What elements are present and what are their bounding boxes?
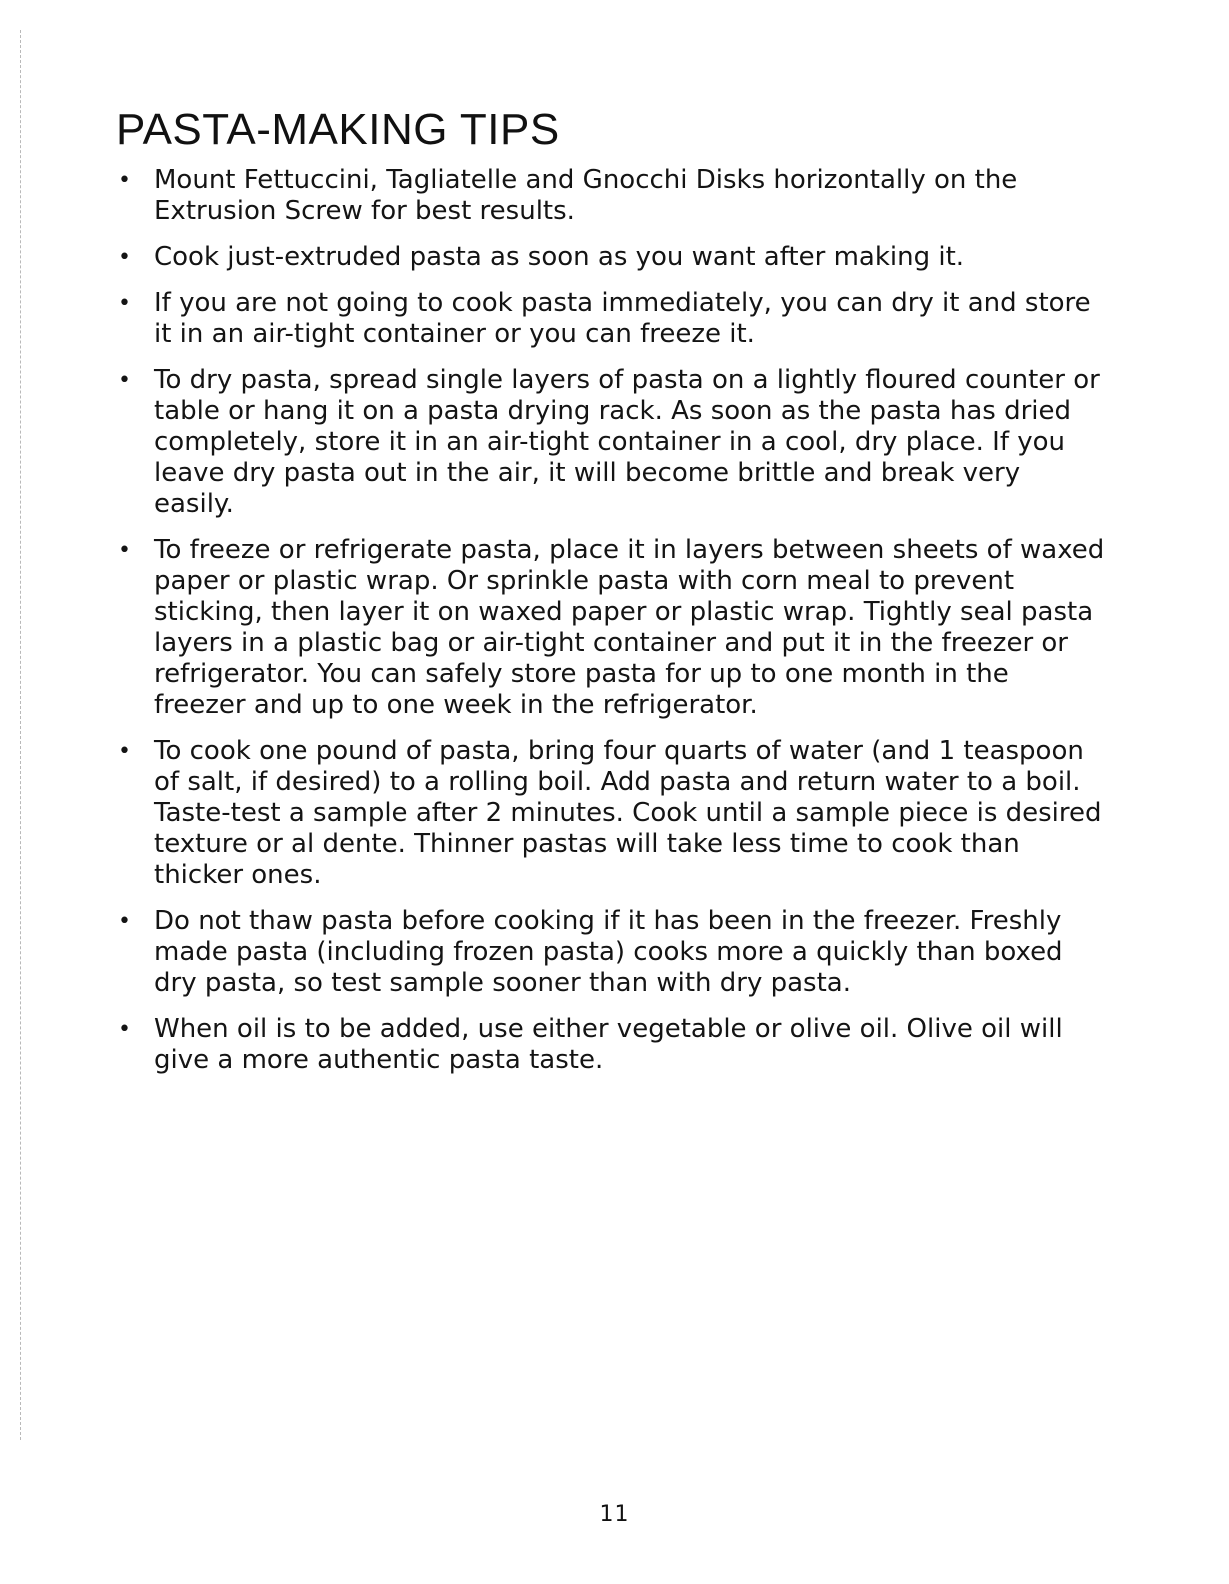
tip-text: Mount Fettuccini, Tagliatelle and Gnocchi Disks horizontally on the Extrusion Screw for best results. — [154, 165, 1018, 226]
bullet-icon: • — [118, 368, 131, 393]
bullet-icon: • — [118, 739, 131, 764]
tip-item — [118, 535, 1108, 721]
tips-list — [118, 165, 1108, 1091]
tip-item — [118, 736, 1108, 891]
tip-item — [118, 165, 1108, 227]
tip-item — [118, 288, 1108, 350]
tip-text: If you are not going to cook pasta immediately, you can dry it and store it in an air-tight container or you can freeze it. — [154, 288, 1091, 349]
scan-edge-line — [20, 30, 21, 1440]
page-title: PASTA-MAKING TIPS — [116, 105, 560, 154]
bullet-icon: • — [118, 909, 131, 934]
tip-item — [118, 1014, 1108, 1076]
bullet-icon: • — [118, 245, 131, 270]
bullet-icon: • — [118, 1017, 131, 1042]
tip-text: To freeze or refrigerate pasta, place it in layers between sheets of waxed paper or plastic wrap. Or sprinkle pasta with corn meal to prevent sticking, then layer it on waxed paper or plastic wrap. Tightly seal pasta layers in a plastic bag or air-tight container and put it in the freezer or refrigerator. You can safely store pasta for up to one month in the freezer and up to one week in the refrigerator. — [154, 535, 1105, 720]
tip-text: To cook one pound of pasta, bring four quarts of water (and 1 teaspoon of salt, if desired) to a rolling boil. Add pasta and return water to a boil. Taste-test a sample after 2 minutes. Cook until a sample piece is desired texture or al dente. Thinner pastas will take less time to cook than thicker ones. — [154, 736, 1102, 890]
tip-item — [118, 365, 1108, 520]
bullet-icon: • — [118, 291, 131, 316]
tip-text: To dry pasta, spread single layers of pasta on a lightly floured counter or table or hang it on a pasta drying rack. As soon as the pasta has dried completely, store it in an air-tight container in a cool, dry place. If you leave dry pasta out in the air, it will become brittle and break very easily. — [154, 365, 1100, 519]
tip-text: Cook just-extruded pasta as soon as you want after making it. — [154, 242, 965, 272]
tip-item — [118, 242, 1108, 273]
bullet-icon: • — [118, 538, 131, 563]
tip-text: Do not thaw pasta before cooking if it has been in the freezer. Freshly made pasta (including frozen pasta) cooks more a quickly than boxed dry pasta, so test sample sooner than with dry pasta. — [154, 906, 1063, 998]
tip-text: When oil is to be added, use either vegetable or olive oil. Olive oil will give a more authentic pasta taste. — [154, 1014, 1063, 1075]
page-number: 11 — [599, 1502, 630, 1527]
bullet-icon: • — [118, 168, 131, 193]
tip-item — [118, 906, 1108, 999]
